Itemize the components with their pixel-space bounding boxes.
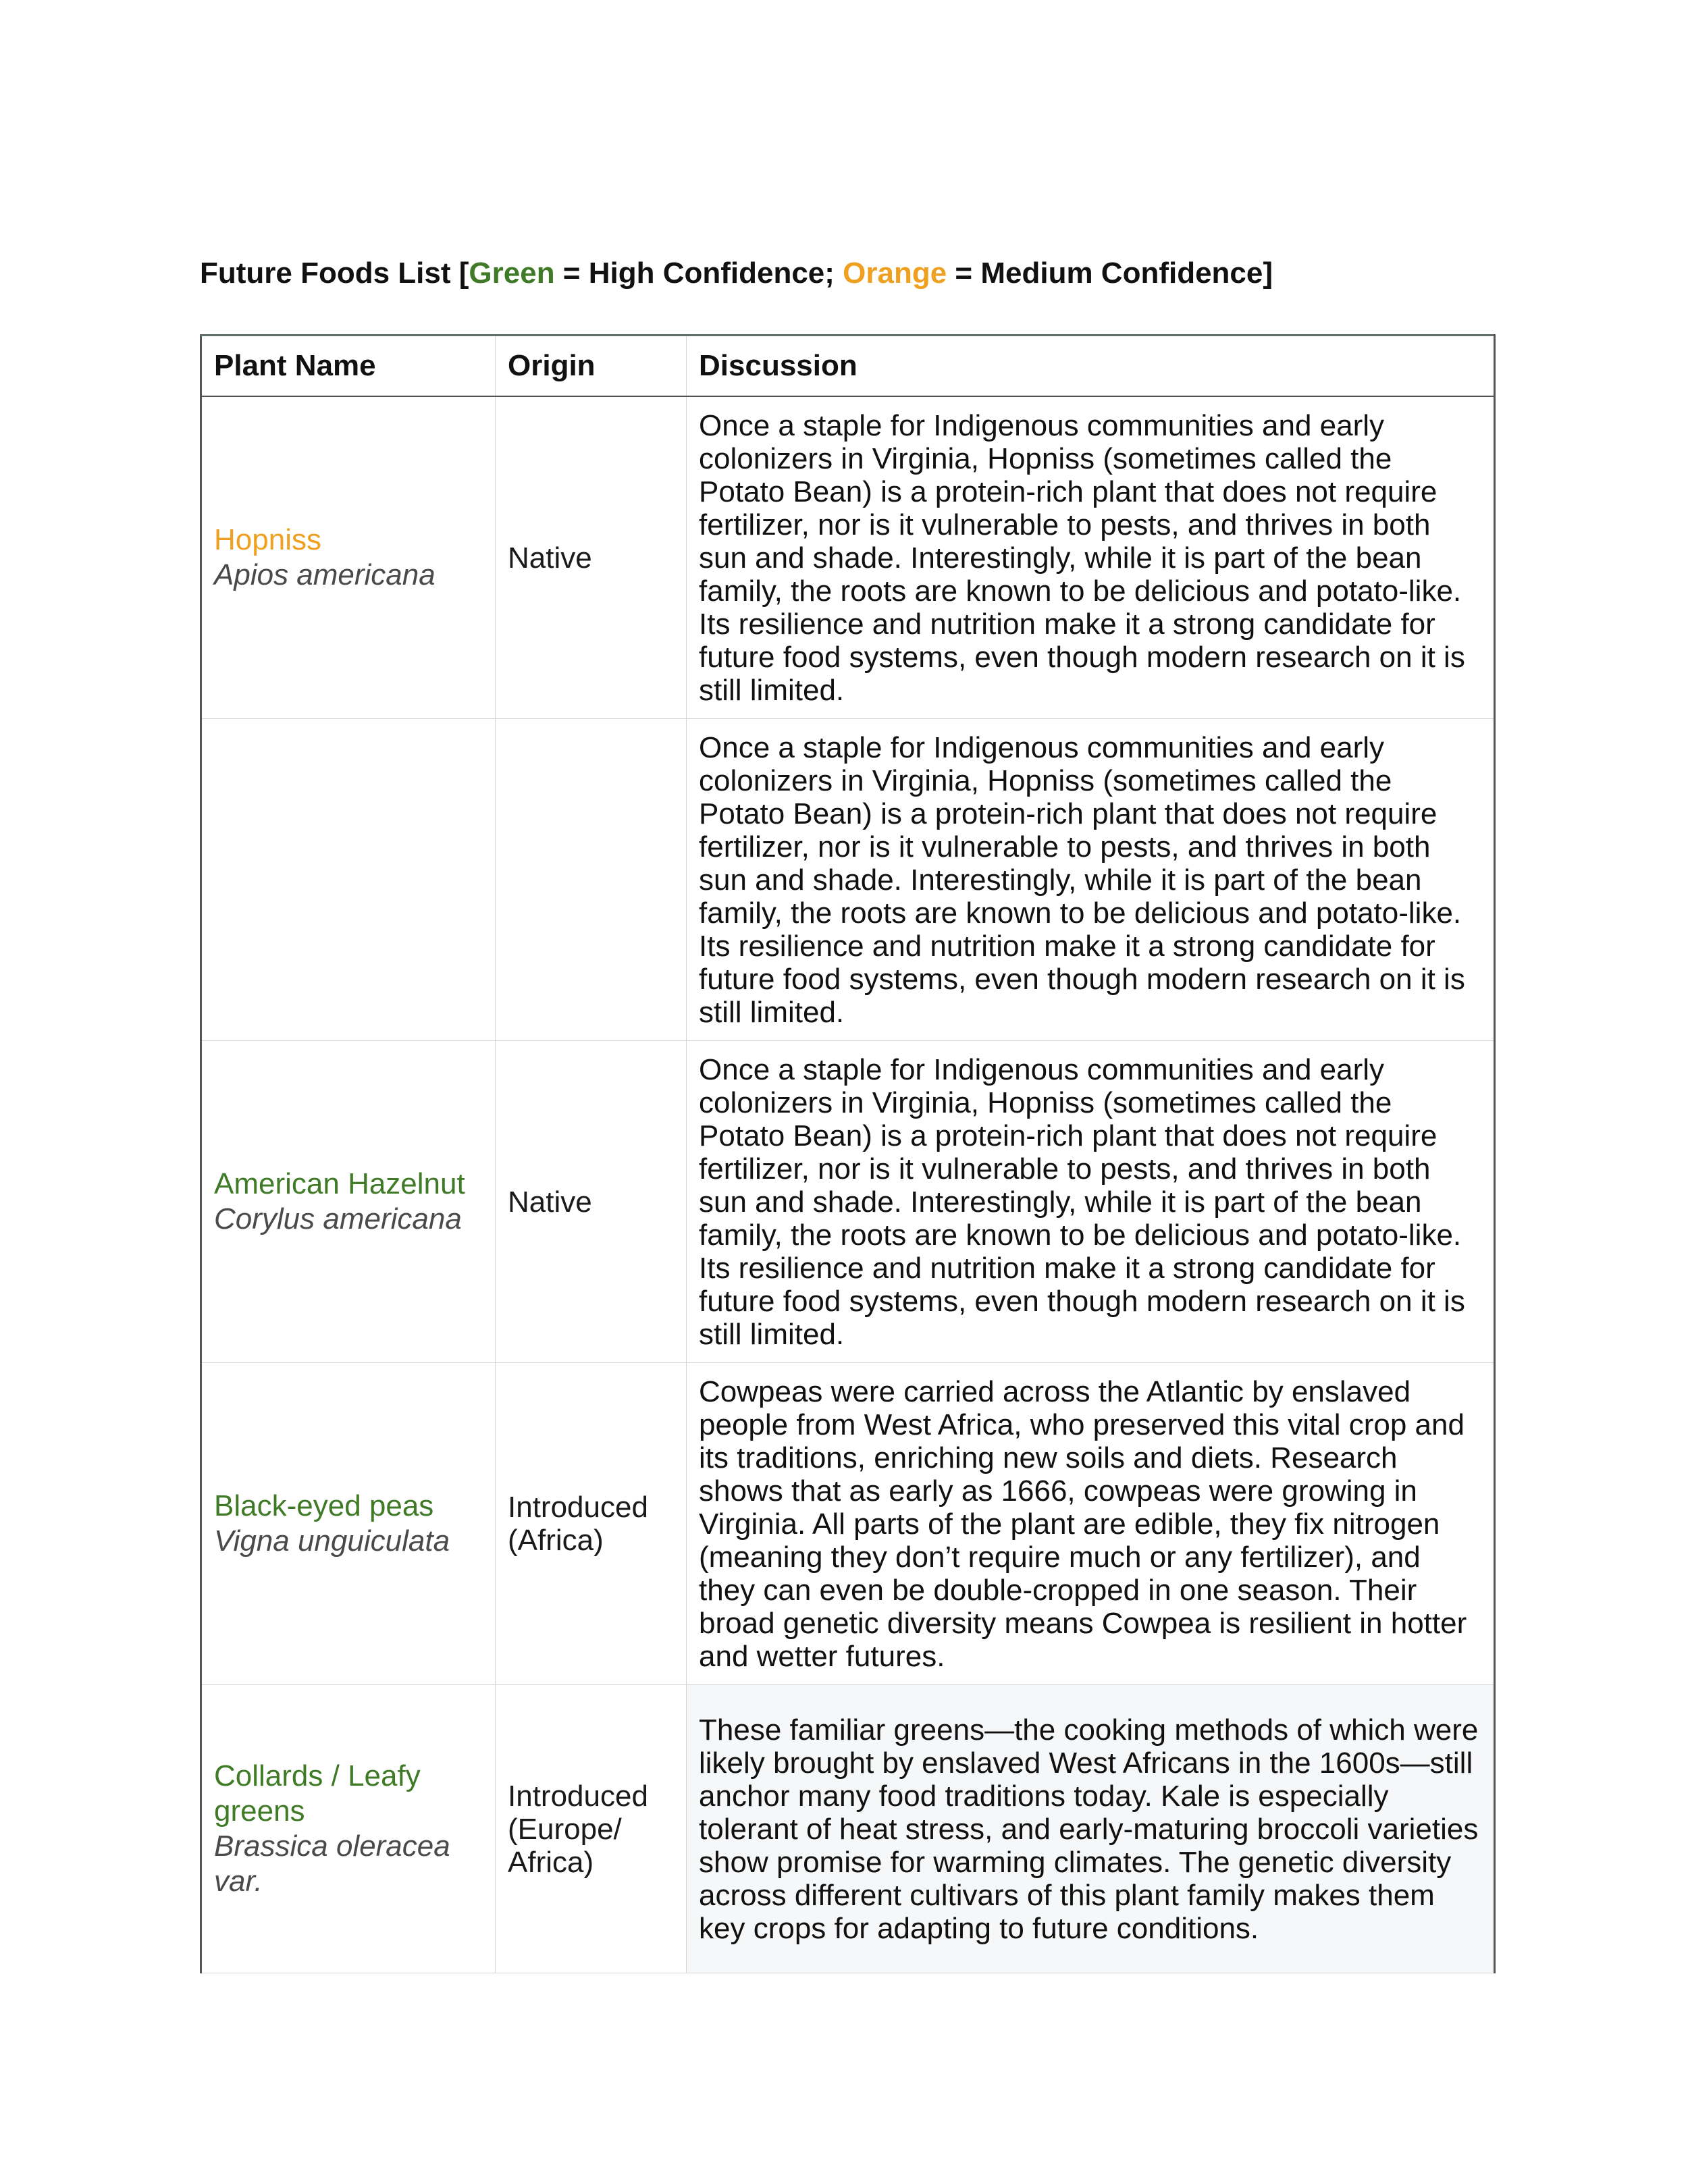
discussion-cell: [687, 396, 1495, 719]
discussion-cell: [687, 1363, 1495, 1685]
table-row: [201, 1041, 1495, 1363]
header-plant-name: Plant Name: [201, 336, 496, 397]
future-foods-table: [200, 334, 1496, 1973]
plant-origin: Native: [496, 1041, 687, 1363]
plant-origin: [496, 719, 687, 1041]
plant-name-cell: [201, 1041, 496, 1363]
plant-origin: Introduced (Africa): [496, 1363, 687, 1685]
title-green-keyword: Green: [469, 257, 555, 290]
title-orange-meaning: = Medium Confidence]: [947, 257, 1273, 290]
plant-discussion: These familiar greens—the cooking methods of which were likely brought by enslaved West Africans in the 1600s—still anchor many food traditions today. Kale is especially tolerant of heat stress, and early-maturing broccoli varieties show promise for warming climates. The genetic diversity across different cultivars of this plant family makes them key crops for adapting to future conditions.: [699, 1713, 1479, 1945]
document-title: [200, 257, 1273, 290]
table-row: [201, 1685, 1495, 1973]
plant-origin: Introduced (Europe/ Africa): [496, 1685, 687, 1973]
title-green-meaning: = High Confidence;: [554, 257, 843, 290]
plant-common-name: Black-eyed peas: [214, 1489, 434, 1522]
plant-common-name: Hopniss: [214, 523, 321, 556]
plant-discussion: Once a staple for Indigenous communities and early colonizers in Virginia, Hopniss (sometimes called the Potato Bean) is a protein-rich plant that does not require fertilizer, nor is it vulnerable to pests, and thrives in both sun and shade. Interestingly, while it is part of the bean family, the roots are known to be delicious and potato-like. Its resilience and nutrition make it a strong candidate for future food systems, even though modern research on it is still limited.: [699, 408, 1465, 707]
plant-name-cell: [201, 1685, 496, 1973]
title-orange-keyword: Orange: [843, 257, 947, 290]
title-prefix: Future Foods List [: [200, 257, 469, 290]
discussion-cell: [687, 719, 1495, 1041]
table-header-row: [201, 336, 1495, 397]
plant-scientific-name: Apios americana: [214, 558, 436, 591]
plant-origin: Native: [496, 396, 687, 719]
plant-scientific-name: Vigna unguiculata: [214, 1524, 450, 1557]
plant-name-cell: [201, 396, 496, 719]
plant-discussion: Once a staple for Indigenous communities and early colonizers in Virginia, Hopniss (sometimes called the Potato Bean) is a protein-rich plant that does not require fertilizer, nor is it vulnerable to pests, and thrives in both sun and shade. Interestingly, while it is part of the bean family, the roots are known to be delicious and potato-like. Its resilience and nutrition make it a strong candidate for future food systems, even though modern research on it is still limited.: [699, 1053, 1465, 1351]
plant-scientific-name: Brassica oleracea var.: [214, 1830, 450, 1898]
plant-common-name: American Hazelnut: [214, 1167, 465, 1200]
plant-common-name: Collards / Leafy greens: [214, 1759, 421, 1828]
plant-name-cell: [201, 719, 496, 1041]
plant-discussion: Cowpeas were carried across the Atlantic by enslaved people from West Africa, who preserved this vital crop and its traditions, enriching new soils and diets. Research shows that as early as 1666, cowpeas were growing in Virginia. All parts of the plant are edible, they fix nitrogen (meaning they don’t require much or any fertilizer), and they can even be double-cropped in one season. Their broad genetic diversity means Cowpea is resilient in hotter and wetter futures.: [699, 1375, 1467, 1673]
plant-name-cell: [201, 1363, 496, 1685]
plant-discussion: Once a staple for Indigenous communities and early colonizers in Virginia, Hopniss (sometimes called the Potato Bean) is a protein-rich plant that does not require fertilizer, nor is it vulnerable to pests, and thrives in both sun and shade. Interestingly, while it is part of the bean family, the roots are known to be delicious and potato-like. Its resilience and nutrition make it a strong candidate for future food systems, even though modern research on it is still limited.: [699, 730, 1465, 1029]
future-foods-table-container: [200, 334, 1494, 1968]
table-row: [201, 719, 1495, 1041]
plant-scientific-name: Corylus americana: [214, 1202, 462, 1235]
table-row: [201, 396, 1495, 719]
discussion-cell: [687, 1041, 1495, 1363]
header-origin: Origin: [496, 336, 687, 397]
discussion-cell: [687, 1685, 1495, 1973]
header-discussion: Discussion: [687, 336, 1495, 397]
table-row: [201, 1363, 1495, 1685]
